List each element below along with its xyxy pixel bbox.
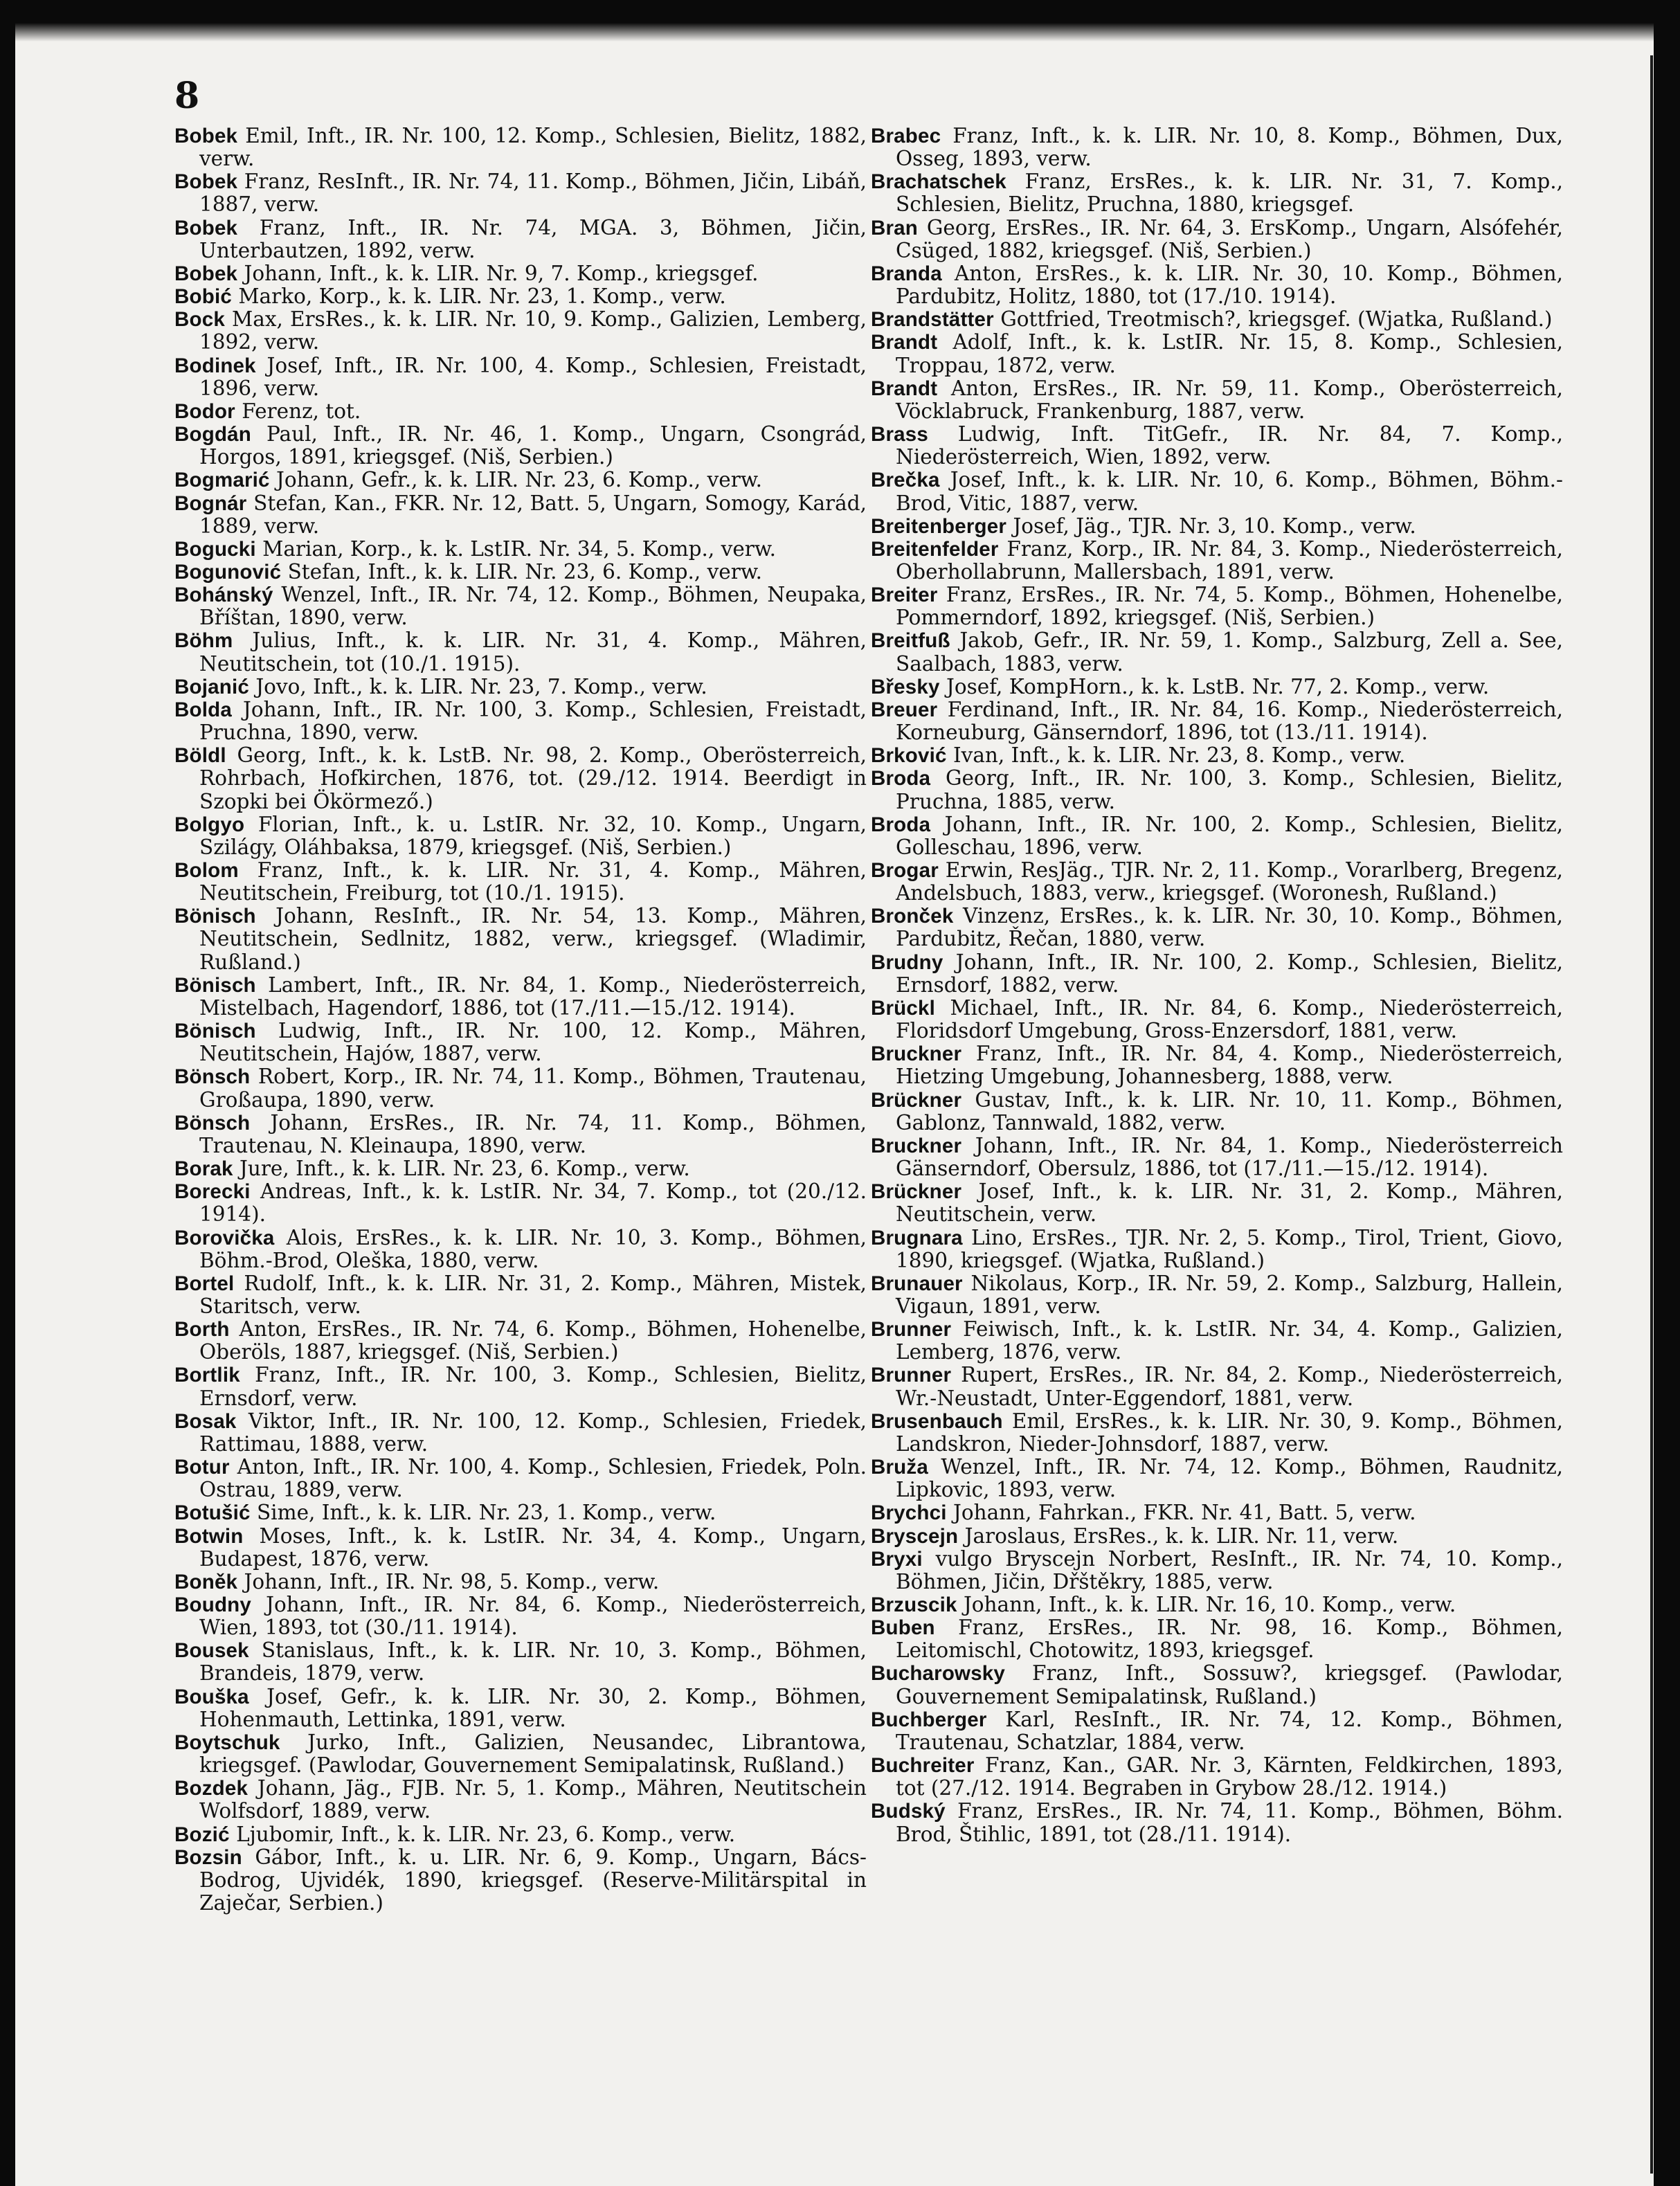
list-entry bbox=[871, 538, 1563, 584]
entry-surname: Budský bbox=[871, 1800, 946, 1823]
entry-details: Ljubomir, Inft., k. k. LIR. Nr. 23, 6. Komp., verw. bbox=[229, 1822, 736, 1846]
list-entry bbox=[174, 400, 867, 423]
entry-surname: Breitfuß bbox=[871, 629, 950, 653]
list-entry bbox=[871, 1272, 1563, 1318]
entry-surname: Břesky bbox=[871, 675, 940, 698]
entry-surname: Bronček bbox=[871, 905, 954, 928]
entry-details: Franz, Inft., IR. Nr. 74, MGA. 3, Böhmen, Jičin, Unterbautzen, 1892, verw. bbox=[199, 215, 867, 262]
entry-surname: Brunauer bbox=[871, 1272, 963, 1295]
entry-details: Josef, Inft., IR. Nr. 100, 4. Komp., Schlesien, Freistadt, 1896, verw. bbox=[199, 353, 867, 400]
list-entry bbox=[174, 1823, 867, 1846]
entry-surname: Borak bbox=[174, 1157, 233, 1181]
entry-details: Nikolaus, Korp., IR. Nr. 59, 2. Komp., Salzburg, Hallein, Vigaun, 1891, verw. bbox=[896, 1271, 1563, 1318]
entry-surname: Breitenberger bbox=[871, 514, 1007, 538]
entry-surname: Brandt bbox=[871, 331, 938, 354]
entry-surname: Bozdek bbox=[174, 1777, 249, 1800]
entry-details: Franz, Korp., IR. Nr. 84, 3. Komp., Niederösterreich, Oberhollabrunn, Mallersbach, 1891, verw. bbox=[896, 536, 1563, 584]
entry-surname: Breiter bbox=[871, 584, 938, 607]
entry-details: Paul, Inft., IR. Nr. 46, 1. Komp., Ungarn, Csongrád, Horgos, 1891, kriegsgef. (Niš, Serbien.) bbox=[199, 422, 867, 469]
list-entry bbox=[174, 1731, 867, 1777]
entry-surname: Buben bbox=[871, 1616, 935, 1640]
entry-surname: Broda bbox=[871, 767, 931, 791]
list-entry bbox=[174, 1227, 867, 1272]
list-entry bbox=[174, 170, 867, 216]
list-entry bbox=[871, 767, 1563, 813]
entry-surname: Borecki bbox=[174, 1180, 251, 1204]
entry-details: Franz, ErsRes., IR. Nr. 74, 11. Komp., Böhmen, Böhm. Brod, Štihlic, 1891, tot (28./11. 1914). bbox=[896, 1799, 1563, 1846]
entry-details: Ferdinand, Inft., IR. Nr. 84, 16. Komp., Niederösterreich, Korneuburg, Gänserndorf, 1896, tot (13./11. 1914). bbox=[896, 697, 1563, 745]
list-entry bbox=[871, 1501, 1563, 1524]
entry-surname: Buchberger bbox=[871, 1708, 987, 1731]
entry-details: Viktor, Inft., IR. Nr. 100, 12. Komp., Schlesien, Friedek, Rattimau, 1888, verw. bbox=[199, 1409, 867, 1456]
entry-details: Wenzel, Inft., IR. Nr. 74, 12. Komp., Böhmen, Neupaka, Bříštan, 1890, verw. bbox=[199, 583, 867, 630]
entry-surname: Breitenfelder bbox=[871, 537, 999, 561]
entry-details: Karl, ResInft., IR. Nr. 74, 12. Komp., Böhmen, Trautenau, Schatzlar, 1884, verw. bbox=[896, 1707, 1563, 1754]
entry-surname: Böldl bbox=[174, 744, 226, 768]
entry-details: Max, ErsRes., k. k. LIR. Nr. 10, 9. Komp., Galizien, Lemberg, 1892, verw. bbox=[199, 307, 867, 354]
list-entry bbox=[174, 974, 867, 1020]
list-entry bbox=[871, 1089, 1563, 1135]
entry-details: Georg, Inft., IR. Nr. 100, 3. Komp., Schlesien, Bielitz, Pruchna, 1885, verw. bbox=[896, 766, 1563, 813]
list-entry bbox=[174, 905, 867, 973]
entry-surname: Brudny bbox=[871, 950, 943, 974]
entry-surname: Bönisch bbox=[174, 905, 256, 928]
entry-surname: Bolom bbox=[174, 859, 239, 882]
entry-surname: Bönisch bbox=[174, 973, 256, 997]
entry-details: Lino, ErsRes., TJR. Nr. 2, 5. Komp., Tirol, Trient, Giovo, 1890, kriegsgef. (Wjatka, Rußland.) bbox=[896, 1225, 1563, 1272]
entry-details: Anton, ErsRes., IR. Nr. 59, 11. Komp., Oberösterreich, Vöcklabruck, Frankenburg, 1887, verw. bbox=[896, 376, 1563, 423]
entry-surname: Bognár bbox=[174, 491, 247, 515]
list-entry bbox=[174, 1501, 867, 1524]
entry-details: Feiwisch, Inft., k. k. LstIR. Nr. 34, 4. Komp., Galizien, Lemberg, 1876, verw. bbox=[896, 1317, 1563, 1364]
list-entry bbox=[174, 1777, 867, 1823]
list-entry bbox=[174, 1318, 867, 1364]
entry-details: Ivan, Inft., k. k. LIR. Nr. 23, 8. Komp., verw. bbox=[946, 743, 1406, 768]
entry-details: Marian, Korp., k. k. LstIR. Nr. 34, 5. Komp., verw. bbox=[255, 536, 777, 561]
entry-details: Jakob, Gefr., IR. Nr. 59, 1. Komp., Salzburg, Zell a. See, Saalbach, 1883, verw. bbox=[896, 629, 1563, 676]
entry-surname: Botušić bbox=[174, 1501, 251, 1525]
entry-details: Franz, ErsRes., k. k. LIR. Nr. 31, 7. Komp., Schlesien, Bielitz, Pruchna, 1880, kriegsgef. bbox=[896, 170, 1563, 217]
list-entry bbox=[871, 262, 1563, 308]
entry-surname: Bogunović bbox=[174, 560, 282, 584]
entry-surname: Bucharowsky bbox=[871, 1662, 1006, 1686]
list-entry bbox=[871, 905, 1563, 950]
list-entry bbox=[174, 308, 867, 354]
entry-surname: Boněk bbox=[174, 1570, 238, 1593]
list-entry bbox=[871, 1708, 1563, 1754]
entry-surname: Brückner bbox=[871, 1180, 962, 1204]
list-entry bbox=[871, 813, 1563, 859]
list-entry bbox=[174, 1686, 867, 1731]
entry-details: Franz, ResInft., IR. Nr. 74, 11. Komp., Böhmen, Jičin, Libáň, 1887, verw. bbox=[199, 170, 867, 217]
entry-details: Johann, Inft., IR. Nr. 100, 2. Komp., Schlesien, Bielitz, Golleschau, 1896, verw. bbox=[896, 812, 1563, 859]
list-entry bbox=[871, 676, 1563, 698]
entry-details: Adolf, Inft., k. k. LstIR. Nr. 15, 8. Komp., Schlesien, Troppau, 1872, verw. bbox=[896, 330, 1563, 377]
entry-details: Ferenz, tot. bbox=[235, 399, 361, 423]
entry-surname: Brandt bbox=[871, 377, 938, 400]
entry-details: Franz, Inft., IR. Nr. 100, 3. Komp., Schlesien, Bielitz, Ernsdorf, verw. bbox=[199, 1363, 867, 1410]
entry-surname: Borth bbox=[174, 1318, 230, 1342]
entry-surname: Botur bbox=[174, 1456, 230, 1479]
list-entry bbox=[871, 217, 1563, 262]
entry-surname: Brückl bbox=[871, 996, 936, 1020]
list-entry bbox=[871, 951, 1563, 997]
entry-details: Josef, Inft., k. k. LIR. Nr. 10, 6. Komp., Böhmen, Böhm.-Brod, Vitic, 1887, verw. bbox=[896, 468, 1563, 515]
entry-details: Rudolf, Inft., k. k. LIR. Nr. 31, 2. Komp., Mähren, Mistek, Staritsch, verw. bbox=[199, 1271, 867, 1318]
entry-details: vulgo Bryscejn Norbert, ResInft., IR. Nr. 74, 10. Komp., Böhmen, Jičin, Dřštěkry, 1885, verw. bbox=[896, 1546, 1563, 1593]
entry-surname: Bolda bbox=[174, 698, 232, 721]
list-entry bbox=[174, 813, 867, 859]
entry-details: Anton, ErsRes., k. k. LIR. Nr. 30, 10. Komp., Böhmen, Pardubitz, Holitz, 1880, tot (17./10. 1914). bbox=[896, 261, 1563, 309]
entry-surname: Bobek bbox=[174, 262, 238, 285]
entry-surname: Bruža bbox=[871, 1456, 928, 1479]
list-entry bbox=[174, 217, 867, 262]
list-entry bbox=[174, 1272, 867, 1318]
entry-surname: Bobić bbox=[174, 285, 232, 309]
entry-surname: Bohánský bbox=[174, 584, 273, 607]
entry-surname: Bobek bbox=[174, 170, 238, 194]
entry-details: Johann, Inft., IR. Nr. 100, 2. Komp., Schlesien, Bielitz, Ernsdorf, 1882, verw. bbox=[896, 950, 1563, 997]
list-entry bbox=[871, 1180, 1563, 1226]
entry-details: Alois, ErsRes., k. k. LIR. Nr. 10, 3. Komp., Böhmen, Böhm.-Brod, Oleška, 1880, verw. bbox=[199, 1225, 867, 1272]
list-entry bbox=[174, 538, 867, 561]
entry-surname: Bönsch bbox=[174, 1111, 251, 1135]
list-entry bbox=[871, 125, 1563, 170]
list-entry bbox=[871, 1662, 1563, 1708]
entry-surname: Broda bbox=[871, 813, 931, 836]
entry-details: Franz, ErsRes., IR. Nr. 98, 16. Komp., Böhmen, Leitomischl, Chotowitz, 1893, kriegsgef. bbox=[896, 1616, 1563, 1663]
entry-surname: Brzuscik bbox=[871, 1593, 957, 1616]
entry-surname: Bojanić bbox=[174, 675, 249, 698]
entry-surname: Brunner bbox=[871, 1364, 952, 1387]
list-entry bbox=[174, 1410, 867, 1456]
entry-details: Ludwig, Inft. TitGefr., IR. Nr. 84, 7. Komp., Niederösterreich, Wien, 1892, verw. bbox=[896, 422, 1563, 469]
list-entry bbox=[871, 1525, 1563, 1548]
entry-surname: Bryxi bbox=[871, 1547, 923, 1571]
entry-details: Johann, Inft., IR. Nr. 98, 5. Komp., verw. bbox=[237, 1569, 660, 1593]
entry-details: Michael, Inft., IR. Nr. 84, 6. Komp., Niederösterreich, Floridsdorf Umgebung, Gross-Enzersdorf, 1881, verw. bbox=[896, 995, 1563, 1043]
list-entry bbox=[174, 262, 867, 285]
entry-details: Moses, Inft., k. k. LstIR. Nr. 34, 4. Komp., Ungarn, Budapest, 1876, verw. bbox=[199, 1524, 867, 1571]
entry-surname: Bönsch bbox=[174, 1065, 251, 1089]
entry-details: Wenzel, Inft., IR. Nr. 74, 12. Komp., Böhmen, Raudnitz, Lipkovic, 1893, verw. bbox=[896, 1455, 1563, 1502]
entry-details: Gottfried, Treotmisch?, kriegsgef. (Wjatka, Rußland.) bbox=[993, 307, 1553, 332]
list-entry bbox=[174, 1157, 867, 1180]
list-entry bbox=[871, 1593, 1563, 1616]
list-entry bbox=[174, 1525, 867, 1571]
entry-surname: Brković bbox=[871, 744, 947, 768]
entry-surname: Brandstätter bbox=[871, 308, 994, 332]
entry-details: Emil, Inft., IR. Nr. 100, 12. Komp., Schlesien, Bielitz, 1882, verw. bbox=[199, 124, 867, 171]
page-number: 8 bbox=[174, 75, 200, 117]
entry-surname: Bobek bbox=[174, 216, 238, 240]
entry-surname: Brabec bbox=[871, 125, 941, 147]
list-entry bbox=[871, 1227, 1563, 1272]
entry-details: Robert, Korp., IR. Nr. 74, 11. Komp., Böhmen, Trautenau, Großaupa, 1890, verw. bbox=[199, 1065, 867, 1112]
entry-details: Sime, Inft., k. k. LIR. Nr. 23, 1. Komp., verw. bbox=[250, 1501, 716, 1525]
list-entry bbox=[174, 469, 867, 491]
entry-details: Johann, Jäg., FJB. Nr. 5, 1. Komp., Mähren, Neutitschein Wolfsdorf, 1889, verw. bbox=[199, 1776, 867, 1823]
entry-surname: Bran bbox=[871, 216, 919, 240]
list-entry bbox=[871, 1042, 1563, 1088]
entry-details: Josef, KompHorn., k. k. LstB. Nr. 77, 2. Komp., verw. bbox=[939, 674, 1490, 698]
list-entry bbox=[871, 1456, 1563, 1501]
entry-details: Johann, Inft., IR. Nr. 100, 3. Komp., Schlesien, Freistadt, Pruchna, 1890, verw. bbox=[199, 697, 867, 745]
entry-details: Florian, Inft., k. u. LstIR. Nr. 32, 10. Komp., Ungarn, Szilágy, Oláhbaksa, 1879, kriegsgef. (Niš, Serbien.) bbox=[199, 812, 867, 859]
list-entry bbox=[871, 1800, 1563, 1845]
entry-surname: Brugnara bbox=[871, 1226, 963, 1249]
list-entry bbox=[871, 629, 1563, 675]
list-entry bbox=[174, 1639, 867, 1685]
list-entry bbox=[871, 1135, 1563, 1180]
list-entry bbox=[871, 1410, 1563, 1456]
list-entry bbox=[174, 629, 867, 675]
list-entry bbox=[871, 997, 1563, 1042]
list-entry bbox=[871, 1754, 1563, 1800]
entry-details: Johann, ResInft., IR. Nr. 54, 13. Komp., Mähren, Neutitschein, Sedlnitz, 1882, verw., kriegsgef. (Wladimir, Rußland.) bbox=[199, 904, 867, 974]
entry-details: Johann, Inft., IR. Nr. 84, 6. Komp., Niederösterreich, Wien, 1893, tot (30./11. 1914). bbox=[199, 1593, 867, 1640]
entry-details: Marko, Korp., k. k. LIR. Nr. 23, 1. Komp., verw. bbox=[231, 284, 726, 309]
list-entry bbox=[174, 423, 867, 469]
scan-left-edge bbox=[0, 0, 15, 2186]
list-entry bbox=[871, 469, 1563, 514]
entry-details: Julius, Inft., k. k. LIR. Nr. 31, 4. Komp., Mähren, Neutitschein, tot (10./1. 1915). bbox=[199, 629, 867, 676]
list-entry bbox=[871, 170, 1563, 216]
scan-right-edge bbox=[1654, 0, 1680, 2186]
entry-details: Andreas, Inft., k. k. LstIR. Nr. 34, 7. Komp., tot (20./12. 1914). bbox=[199, 1180, 867, 1227]
entry-surname: Bolgyo bbox=[174, 813, 245, 836]
entry-details: Johann, Inft., k. k. LIR. Nr. 9, 7. Komp., kriegsgef. bbox=[237, 261, 759, 285]
entry-details: Georg, Inft., k. k. LstB. Nr. 98, 2. Komp., Oberösterreich, Rohrbach, Hofkirchen, 1876, tot. (29./12. 1914. Beerdigt in Szopki bei Ökörmező.) bbox=[199, 743, 867, 813]
entry-details: Stanislaus, Inft., k. k. LIR. Nr. 10, 3. Komp., Böhmen, Brandeis, 1879, verw. bbox=[199, 1638, 867, 1686]
list-entry bbox=[871, 744, 1563, 767]
entry-surname: Bogdán bbox=[174, 423, 251, 446]
entry-surname: Bryscejn bbox=[871, 1524, 959, 1548]
entry-details: Franz, Inft., k. k. LIR. Nr. 10, 8. Komp., Böhmen, Dux, Osseg, 1893, verw. bbox=[896, 124, 1563, 171]
entry-surname: Brychci bbox=[871, 1501, 947, 1525]
entry-details: Vinzenz, ErsRes., k. k. LIR. Nr. 30, 10. Komp., Böhmen, Pardubitz, Řečan, 1880, verw. bbox=[896, 904, 1563, 951]
list-entry bbox=[174, 859, 867, 905]
list-entry bbox=[174, 1112, 867, 1157]
entry-surname: Bobek bbox=[174, 125, 238, 147]
entry-surname: Bogmarić bbox=[174, 469, 270, 492]
entry-details: Franz, Kan., GAR. Nr. 3, Kärnten, Feldkirchen, 1893, tot (27./12. 1914. Begraben in Grybow 28./12. 1914.) bbox=[896, 1753, 1563, 1800]
list-entry bbox=[174, 1364, 867, 1409]
entry-surname: Brunner bbox=[871, 1318, 952, 1342]
list-entry bbox=[174, 1180, 867, 1226]
entry-surname: Bousek bbox=[174, 1639, 249, 1663]
entry-details: Franz, Inft., Sossuw?, kriegsgef. (Pawlodar, Gouvernement Semipalatinsk, Rußland.) bbox=[896, 1661, 1563, 1708]
list-entry bbox=[871, 308, 1563, 331]
entry-details: Jurko, Inft., Galizien, Neusandec, Librantowa, kriegsgef. (Pawlodar, Gouvernement Semipalatinsk, Rußland.) bbox=[199, 1730, 867, 1778]
entry-surname: Brusenbauch bbox=[871, 1409, 1003, 1433]
entry-surname: Bortel bbox=[174, 1272, 235, 1295]
entry-surname: Bruckner bbox=[871, 1134, 962, 1157]
entry-surname: Brogar bbox=[871, 859, 939, 882]
entry-surname: Borovička bbox=[174, 1226, 275, 1249]
entry-surname: Bogucki bbox=[174, 537, 256, 561]
list-entry bbox=[174, 1065, 867, 1111]
entry-details: Johann, Inft., k. k. LIR. Nr. 16, 10. Komp., verw. bbox=[957, 1593, 1456, 1616]
entry-surname: Bozić bbox=[174, 1823, 230, 1846]
list-entry bbox=[174, 744, 867, 813]
entry-surname: Bortlik bbox=[174, 1364, 240, 1387]
entry-details: Anton, ErsRes., IR. Nr. 74, 6. Komp., Böhmen, Hohenelbe, Oberöls, 1887, kriegsgef. (Niš, Serbien.) bbox=[199, 1317, 867, 1364]
list-entry bbox=[871, 377, 1563, 423]
list-entry bbox=[174, 584, 867, 629]
entry-details: Jaroslaus, ErsRes., k. k. LIR. Nr. 11, verw. bbox=[958, 1524, 1399, 1548]
list-entry bbox=[871, 515, 1563, 538]
entry-surname: Brückner bbox=[871, 1088, 962, 1112]
page-right-rule bbox=[1650, 55, 1653, 2174]
entry-details: Jovo, Inft., k. k. LIR. Nr. 23, 7. Komp., verw. bbox=[249, 674, 707, 698]
entry-surname: Breuer bbox=[871, 698, 938, 721]
entry-details: Erwin, ResJäg., TJR. Nr. 2, 11. Komp., Vorarlberg, Bregenz, Andelsbuch, 1883, verw., kriegsgef. (Woronesh, Rußland.) bbox=[896, 858, 1563, 905]
entry-details: Gustav, Inft., k. k. LIR. Nr. 10, 11. Komp., Böhmen, Gablonz, Tannwald, 1882, verw. bbox=[896, 1087, 1563, 1135]
entry-surname: Böhm bbox=[174, 629, 233, 653]
entry-surname: Bosak bbox=[174, 1409, 237, 1433]
list-entry bbox=[174, 285, 867, 308]
entry-details: Josef, Gefr., k. k. LIR. Nr. 30, 2. Komp., Böhmen, Hohenmauth, Lettinka, 1891, verw. bbox=[199, 1684, 867, 1731]
list-entry bbox=[174, 1456, 867, 1501]
entry-surname: Bouška bbox=[174, 1685, 249, 1708]
entry-details: Josef, Jäg., TJR. Nr. 3, 10. Komp., verw. bbox=[1006, 514, 1416, 538]
list-entry bbox=[174, 125, 867, 170]
entry-details: Anton, Inft., IR. Nr. 100, 4. Komp., Schlesien, Friedek, Poln. Ostrau, 1889, verw. bbox=[199, 1455, 867, 1502]
list-entry bbox=[871, 859, 1563, 905]
list-entry bbox=[871, 331, 1563, 377]
entry-details: Emil, ErsRes., k. k. LIR. Nr. 30, 9. Komp., Böhmen, Landskron, Nieder-Johnsdorf, 1887, verw. bbox=[896, 1409, 1563, 1456]
entry-details: Georg, ErsRes., IR. Nr. 64, 3. ErsKomp., Ungarn, Alsófehér, Csüged, 1882, kriegsgef. (Niš, Serbien.) bbox=[896, 215, 1563, 262]
entry-surname: Botwin bbox=[174, 1524, 244, 1548]
list-entry bbox=[174, 676, 867, 698]
entry-surname: Bodinek bbox=[174, 354, 256, 377]
list-entry bbox=[174, 1593, 867, 1639]
entry-details: Gábor, Inft., k. u. LIR. Nr. 6, 9. Komp., Ungarn, Bács-Bodrog, Ujvidék, 1890, kriegsgef. (Reserve-Militärspital in Zaječar, Serbien.) bbox=[199, 1845, 867, 1915]
list-entry bbox=[174, 1846, 867, 1915]
entry-details: Johann, Fahrkan., FKR. Nr. 41, Batt. 5, verw. bbox=[946, 1501, 1416, 1525]
entry-details: Johann, Gefr., k. k. LIR. Nr. 23, 6. Komp., verw. bbox=[269, 468, 762, 492]
entry-details: Stefan, Kan., FKR. Nr. 12, Batt. 5, Ungarn, Somogy, Karád, 1889, verw. bbox=[199, 491, 867, 538]
list-entry bbox=[871, 423, 1563, 469]
entry-surname: Bruckner bbox=[871, 1042, 962, 1066]
list-entry bbox=[871, 1318, 1563, 1364]
entry-surname: Branda bbox=[871, 262, 942, 285]
entry-surname: Bodor bbox=[174, 399, 235, 423]
list-entry bbox=[871, 1548, 1563, 1593]
entry-details: Rupert, ErsRes., IR. Nr. 84, 2. Komp., Niederösterreich, Wr.-Neustadt, Unter-Eggendorf, 1881, verw. bbox=[896, 1363, 1563, 1410]
list-entry bbox=[871, 1616, 1563, 1662]
right-column bbox=[871, 125, 1563, 1846]
entry-details: Franz, ErsRes., IR. Nr. 74, 5. Komp., Böhmen, Hohenelbe, Pommerndorf, 1892, kriegsgef. (Niš, Serbien.) bbox=[896, 583, 1563, 630]
entry-details: Johann, ErsRes., IR. Nr. 74, 11. Komp., Böhmen, Trautenau, N. Kleinaupa, 1890, verw. bbox=[199, 1110, 867, 1157]
entry-surname: Buchreiter bbox=[871, 1754, 975, 1778]
list-entry bbox=[174, 354, 867, 400]
entry-details: Franz, Inft., IR. Nr. 84, 4. Komp., Niederösterreich, Hietzing Umgebung, Johannesberg, 1888, verw. bbox=[896, 1042, 1563, 1089]
list-entry bbox=[174, 1020, 867, 1065]
list-entry bbox=[174, 698, 867, 744]
list-entry bbox=[174, 1571, 867, 1593]
list-entry bbox=[871, 584, 1563, 629]
entry-surname: Brečka bbox=[871, 469, 940, 492]
entry-details: Johann, Inft., IR. Nr. 84, 1. Komp., Niederösterreich Gänserndorf, Obersulz, 1886, tot (17./11.—15./12. 1914). bbox=[896, 1133, 1563, 1181]
entry-surname: Bozsin bbox=[174, 1845, 242, 1869]
entry-surname: Boytschuk bbox=[174, 1731, 280, 1754]
entry-surname: Brass bbox=[871, 423, 929, 446]
entry-details: Ludwig, Inft., IR. Nr. 100, 12. Komp., Mähren, Neutitschein, Hajów, 1887, verw. bbox=[199, 1019, 867, 1066]
left-column bbox=[174, 125, 867, 1915]
entry-details: Franz, Inft., k. k. LIR. Nr. 31, 4. Komp., Mähren, Neutitschein, Freiburg, tot (10./1. 1915). bbox=[199, 858, 867, 905]
entry-surname: Bock bbox=[174, 308, 225, 332]
scan-top-shadow bbox=[0, 0, 1680, 42]
list-entry bbox=[871, 698, 1563, 744]
entry-details: Josef, Inft., k. k. LIR. Nr. 31, 2. Komp., Mähren, Neutitschein, verw. bbox=[896, 1180, 1563, 1227]
list-entry bbox=[174, 492, 867, 538]
entry-details: Lambert, Inft., IR. Nr. 84, 1. Komp., Niederösterreich, Mistelbach, Hagendorf, 1886, tot (17./11.—15./12. 1914). bbox=[199, 973, 867, 1020]
entry-details: Stefan, Inft., k. k. LIR. Nr. 23, 6. Komp., verw. bbox=[281, 559, 762, 584]
entry-surname: Boudny bbox=[174, 1593, 251, 1616]
entry-details: Jure, Inft., k. k. LIR. Nr. 23, 6. Komp., verw. bbox=[233, 1157, 690, 1181]
list-entry bbox=[174, 561, 867, 584]
list-entry bbox=[871, 1364, 1563, 1409]
entry-surname: Bönisch bbox=[174, 1020, 256, 1043]
entry-surname: Brachatschek bbox=[871, 170, 1006, 194]
